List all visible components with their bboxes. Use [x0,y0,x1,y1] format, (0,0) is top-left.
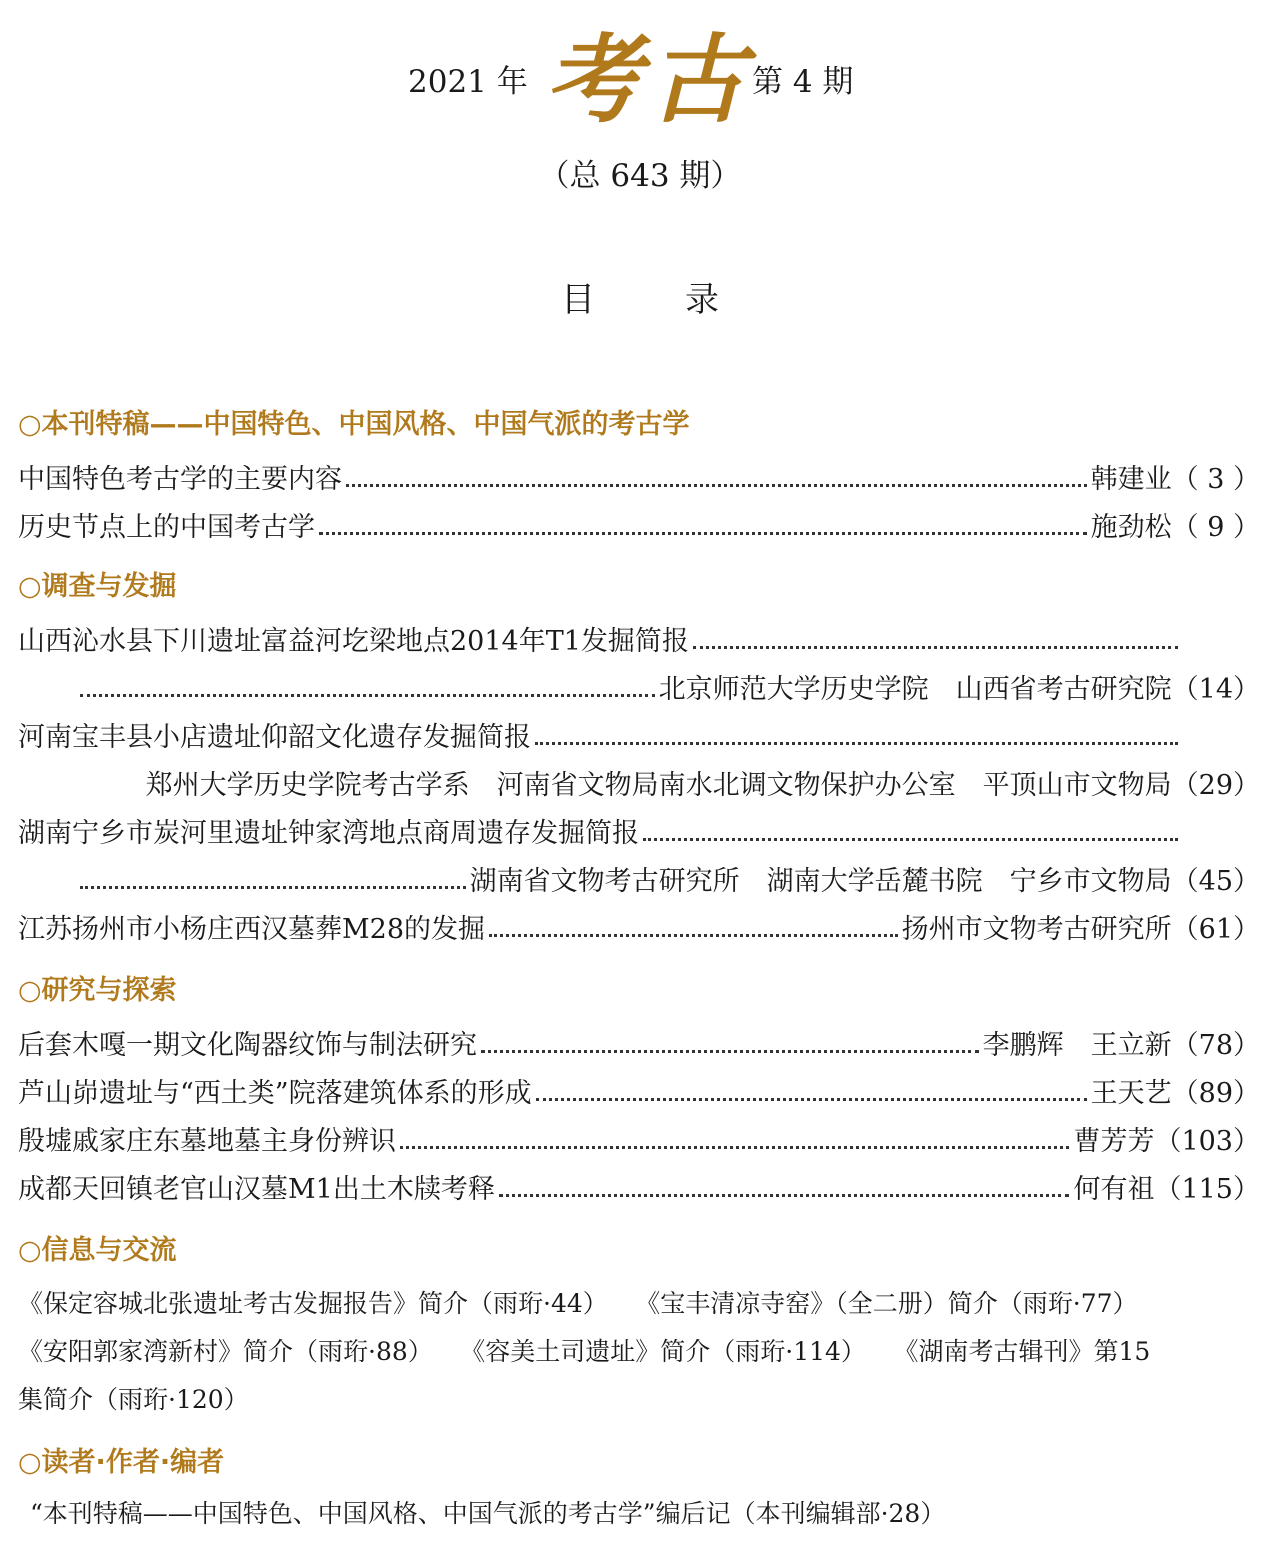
info-item[interactable]: 集简介（雨珩·120） [18,1385,249,1414]
entry-title: 中国特色考古学的主要内容 [18,464,342,495]
journal-logo: 考古 [545,23,753,136]
toc-entry[interactable] [18,1070,1260,1110]
section-title: ○调查与发掘 [18,571,177,602]
masthead [0,18,1280,138]
leader-dots [80,694,655,697]
leader-dots [693,646,1178,649]
toc-entry[interactable] [18,1022,1260,1062]
toc-entry[interactable] [18,618,1182,658]
info-item[interactable]: 《容美土司遗址》简介（雨珩·114） [472,1337,866,1366]
toc-entry-cont[interactable] [18,666,1260,706]
leader-dots [489,934,898,937]
entry-author: 扬州市文物考古研究所（61） [901,914,1260,945]
info-line [18,1284,1262,1320]
entry-title: 山西沁水县下川遗址富益河圪梁地点2014年T1发掘简报 [18,626,689,657]
entry-title: 殷墟戚家庄东墓地墓主身份辨识 [18,1126,396,1157]
info-line [18,1380,1262,1416]
leader-dots [643,838,1178,841]
total-issue: （总 643 期） [538,158,742,194]
info-item[interactable]: 《宝丰清凉寺窑》（全二册）简介（雨珩·77） [647,1289,1138,1318]
entry-author: 韩建业（ 3 ） [1090,464,1260,495]
toc-entry[interactable] [18,810,1182,850]
entry-author: 湖南省文物考古研究所 湖南大学岳麓书院 宁乡市文物局（45） [469,866,1260,897]
info-item[interactable]: 《保定容城北张遗址考古发掘报告》简介（雨珩·44） [18,1289,608,1318]
section-title: ○研究与探索 [18,975,177,1006]
toc-heading: 目录 [561,280,809,320]
section-title: ○信息与交流 [18,1235,177,1266]
leader-dots [346,484,1087,487]
masthead-issue: 第 4 期 [752,64,854,100]
info-item[interactable]: 《湖南考古辑刊》第15 [905,1337,1151,1366]
entry-author: 北京师范大学历史学院 山西省考古研究院（14） [658,674,1260,705]
leader-dots [535,742,1178,745]
toc-entry[interactable] [18,1118,1260,1158]
leader-dots [499,1194,1070,1197]
info-item[interactable]: 《安阳郭家湾新村》简介（雨珩·88） [18,1337,433,1366]
toc-entry[interactable] [18,504,1260,544]
entry-author: 曹芳芳（103） [1073,1126,1260,1157]
entry-title: 江苏扬州市小杨庄西汉墓葬M28的发掘 [18,914,486,945]
toc-entry[interactable] [18,1166,1260,1206]
leader-dots [400,1146,1069,1149]
entry-title: 历史节点上的中国考古学 [18,512,315,543]
toc-entry[interactable] [18,906,1260,946]
leader-dots [80,886,466,889]
info-line [18,1332,1262,1368]
toc-entry[interactable] [18,714,1182,754]
toc-entry-cont[interactable] [18,762,1260,802]
leader-dots [319,532,1087,535]
entry-title: 成都天回镇老官山汉墓M1出土木牍考释 [18,1174,495,1205]
entry-title: 芦山峁遗址与“西土类”院落建筑体系的形成 [18,1078,532,1109]
toc-entry-cont[interactable] [18,858,1260,898]
info-line [30,1494,1274,1530]
leader-dots [536,1098,1087,1101]
entry-title: 后套木嘎一期文化陶器纹饰与制法研究 [18,1030,477,1061]
masthead-year: 2021 年 [408,64,528,100]
entry-author: 施劲松（ 9 ） [1090,512,1260,543]
section-title: ○本刊特稿——中国特色、中国风格、中国气派的考古学 [18,409,690,440]
info-item[interactable]: “本刊特稿——中国特色、中国风格、中国气派的考古学”编后记（本刊编辑部·28） [30,1499,946,1528]
section-title: ○读者·作者·编者 [18,1447,225,1478]
entry-author: 何有祖（115） [1073,1174,1260,1205]
entry-title: 河南宝丰县小店遗址仰韶文化遗存发掘简报 [18,722,531,753]
entry-title: 湖南宁乡市炭河里遗址钟家湾地点商周遗存发掘简报 [18,818,639,849]
leader-dots [481,1050,979,1053]
entry-author: 郑州大学历史学院考古学系 河南省文物局南水北调文物保护办公室 平顶山市文物局（29） [145,770,1260,801]
entry-author: 王天艺（89） [1090,1078,1260,1109]
entry-author: 李鹏辉 王立新（78） [982,1030,1260,1061]
toc-entry[interactable] [18,456,1260,496]
